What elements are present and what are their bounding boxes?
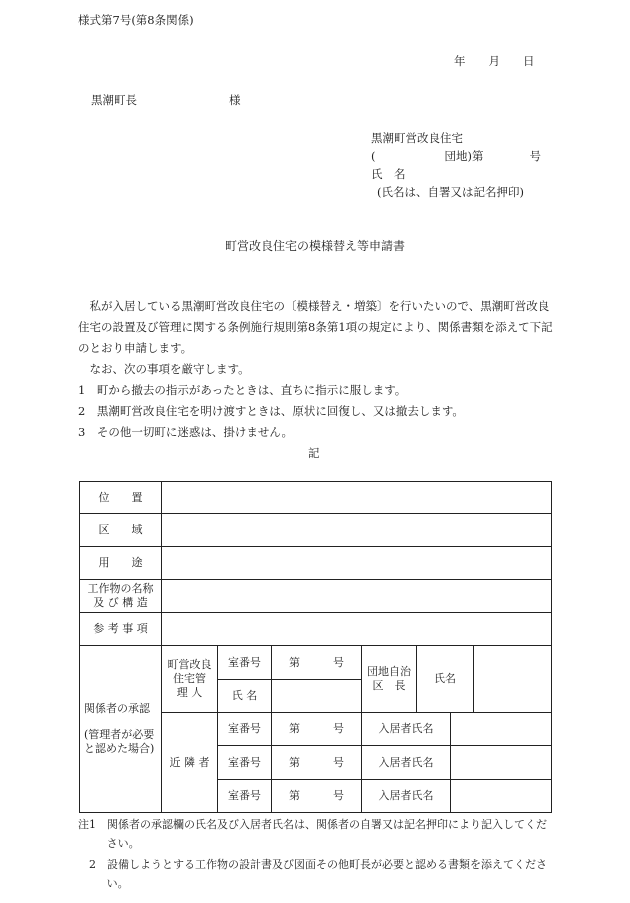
- label-neighbor-room-2: 室番号: [218, 746, 272, 780]
- field-chief-name[interactable]: [474, 646, 552, 713]
- form-number: 様式第7号(第8条関係): [78, 13, 194, 27]
- ki-heading: 記: [308, 446, 320, 460]
- label-manager-room: 室番号: [218, 646, 272, 680]
- row-structure: [80, 580, 552, 613]
- label-structure-line1: 工作物の名称: [87, 582, 154, 596]
- label-neighbor: 近 隣 者: [162, 713, 218, 813]
- label-neighbor-room-1: 室番号: [218, 713, 272, 746]
- label-resident-name-1: 入居者氏名: [362, 713, 451, 746]
- label-structure-line2: 及 び 構 造: [93, 596, 148, 609]
- label-resident-name-3: 入居者氏名: [362, 780, 451, 813]
- label-use: 用 途: [80, 547, 162, 580]
- applicant-name-label: 氏 名: [371, 167, 406, 181]
- pledge-item-1: 1 町から撤去の指示があったときは、直ちに指示に服します。: [78, 383, 407, 397]
- label-manager: [162, 646, 218, 713]
- applicant-danchi-number: ( 団地)第 号: [371, 149, 541, 163]
- label-approval: [80, 646, 162, 813]
- field-remarks[interactable]: [162, 613, 552, 646]
- pledge-item-3: 3 その他一切町に迷惑は、掛けません。: [78, 425, 294, 439]
- body-paragraph-2: なお、次の事項を厳守します。: [89, 362, 250, 376]
- approval-note: (管理者が必要と認めた場合): [84, 728, 155, 755]
- addressee: 黒潮町長 様: [91, 93, 241, 107]
- field-resident-name-3[interactable]: [451, 780, 552, 813]
- label-remarks: 参 考 事 項: [80, 613, 162, 646]
- label-location: 位 置: [80, 482, 162, 514]
- applicant-signature-note: (氏名は、自署又は記名押印): [377, 185, 524, 199]
- label-chief-name: 氏名: [417, 646, 474, 713]
- field-use[interactable]: [162, 547, 552, 580]
- row-use: [80, 547, 552, 580]
- body-paragraph-1: 私が入居している黒潮町営改良住宅の〔模様替え・増築〕を行いたいので、黒潮町営改良住宅の設置及び管理に関する条例施行規則第8条第1項の規定により、関係書類を添えて下記のとおり申請します。: [78, 299, 553, 355]
- document-title: 町営改良住宅の模様替え等申請書: [225, 239, 406, 253]
- label-structure: [80, 580, 162, 613]
- row-remarks: [80, 613, 552, 646]
- row-area: [80, 514, 552, 547]
- footnote-2: 2 設備しようとする工作物の設計書及び図面その他町長が必要と認める書類を添えてください。: [89, 858, 547, 890]
- label-neighbor-room-3: 室番号: [218, 780, 272, 813]
- row-location: [80, 482, 552, 514]
- field-area[interactable]: [162, 514, 552, 547]
- field-manager-room[interactable]: 第 号: [272, 646, 362, 680]
- label-manager-line1: 町営改良: [167, 658, 212, 672]
- label-danchi-line2: 区 長: [372, 679, 406, 692]
- field-structure[interactable]: [162, 580, 552, 613]
- field-manager-name[interactable]: [272, 680, 362, 713]
- field-location[interactable]: [162, 482, 552, 514]
- label-danchi-line1: 団地自治: [367, 665, 411, 679]
- label-area: 区 域: [80, 514, 162, 547]
- body-text: [78, 296, 554, 443]
- footnote-1: 注1 関係者の承認欄の氏名及び入居者氏名は、関係者の自署又は記名押印により記入してください。: [78, 818, 547, 850]
- label-danchi-chief: [362, 646, 417, 713]
- field-neighbor-room-2[interactable]: 第 号: [272, 746, 362, 780]
- label-manager-line3: 理 人: [176, 685, 203, 699]
- label-manager-line2: 住宅管: [173, 672, 206, 686]
- field-neighbor-room-3[interactable]: 第 号: [272, 780, 362, 813]
- date-line: 年 月 日: [454, 54, 535, 68]
- field-resident-name-1[interactable]: [451, 713, 552, 746]
- label-resident-name-2: 入居者氏名: [362, 746, 451, 780]
- field-resident-name-2[interactable]: [451, 746, 552, 780]
- application-table: [79, 481, 552, 813]
- pledge-item-2: 2 黒潮町営改良住宅を明け渡すときは、原状に回復し、又は撤去します。: [78, 404, 464, 418]
- approval-label: 関係者の承認: [84, 702, 150, 716]
- field-neighbor-room-1[interactable]: 第 号: [272, 713, 362, 746]
- label-manager-name: 氏 名: [218, 680, 272, 713]
- footnotes: [78, 815, 554, 893]
- applicant-housing: 黒潮町営改良住宅: [371, 131, 463, 145]
- row-manager-room: [80, 646, 552, 680]
